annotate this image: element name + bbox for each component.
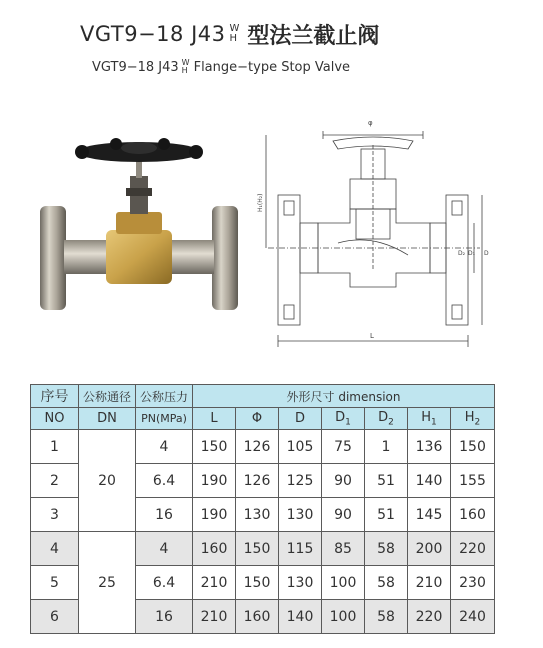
cell-phi: 126 (236, 464, 279, 498)
cell-dn: 25 (79, 532, 136, 634)
cell-L: 150 (193, 430, 236, 464)
cell-D2: 58 (365, 532, 408, 566)
subtitle-model: VGT9−18 J43 (92, 59, 179, 75)
cell-phi: 150 (236, 566, 279, 600)
cell-no: 1 (31, 430, 79, 464)
valve-technical-drawing (258, 105, 498, 355)
header-dn: DN (79, 408, 136, 430)
cell-D1: 100 (322, 566, 365, 600)
cell-D1: 90 (322, 498, 365, 532)
valve-body (106, 212, 172, 284)
drawing-label-D2: D₂ (458, 250, 466, 257)
cell-phi: 150 (236, 532, 279, 566)
cell-D2: 58 (365, 600, 408, 634)
cell-pn: 16 (136, 600, 193, 634)
drawing-label-phi: φ (368, 119, 373, 127)
cell-pn: 16 (136, 498, 193, 532)
drawing-label-H: H₁(H₂) (257, 193, 264, 212)
valve-photo (36, 130, 241, 330)
cell-H2: 150 (451, 430, 495, 464)
cell-L: 210 (193, 600, 236, 634)
cell-phi: 126 (236, 430, 279, 464)
drawing-label-L: L (370, 332, 374, 340)
cell-no: 3 (31, 498, 79, 532)
cell-D: 130 (279, 566, 322, 600)
header-no: NO (31, 408, 79, 430)
title-suffix-top: W (229, 23, 240, 34)
header-pn: PN(MPa) (136, 408, 193, 430)
pipe-left (64, 240, 110, 274)
cell-D1: 100 (322, 600, 365, 634)
table-row (31, 532, 495, 566)
cell-no: 4 (31, 532, 79, 566)
drawing-label-D1: D₁ (468, 250, 476, 257)
cell-H2: 155 (451, 464, 495, 498)
header-D1: $D_1$ (322, 408, 365, 430)
cell-pn: 4 (136, 532, 193, 566)
subtitle-suffix-stack (182, 59, 190, 75)
cell-D2: 51 (365, 498, 408, 532)
handwheel-icon (75, 138, 203, 162)
drawing-left-flange (278, 195, 300, 325)
cell-H2: 240 (451, 600, 495, 634)
cell-D2: 51 (365, 464, 408, 498)
cell-pn: 6.4 (136, 464, 193, 498)
cell-H2: 160 (451, 498, 495, 532)
cell-D: 125 (279, 464, 322, 498)
cell-D: 140 (279, 600, 322, 634)
header-pn-cn: 公称压力 (136, 385, 193, 408)
header-L: L (193, 408, 236, 430)
product-title (80, 14, 379, 54)
cell-no: 6 (31, 600, 79, 634)
left-flange (40, 206, 66, 310)
header-seq: 序号 (31, 385, 79, 408)
cell-L: 190 (193, 464, 236, 498)
subtitle-suffix-bottom: H (181, 66, 188, 75)
header-dn-cn: 公称通径 (79, 385, 136, 408)
cell-H1: 220 (408, 600, 451, 634)
cell-no: 2 (31, 464, 79, 498)
title-model: VGT9−18 J43 (80, 22, 226, 46)
cell-phi: 130 (236, 498, 279, 532)
pipe-right (166, 240, 214, 274)
cell-H1: 136 (408, 430, 451, 464)
cell-D2: 58 (365, 566, 408, 600)
cell-pn: 6.4 (136, 566, 193, 600)
cell-D: 115 (279, 532, 322, 566)
product-subtitle (92, 56, 350, 78)
title-chinese-name: 型法兰截止阀 (247, 23, 380, 49)
drawing-label-D: D (484, 250, 489, 257)
cell-H1: 210 (408, 566, 451, 600)
valve-stem (126, 156, 152, 214)
header-H1: $H_1$ (408, 408, 451, 430)
cell-D1: 85 (322, 532, 365, 566)
cell-L: 190 (193, 498, 236, 532)
cell-no: 5 (31, 566, 79, 600)
cell-pn: 4 (136, 430, 193, 464)
subtitle-suffix-top: W (181, 58, 190, 67)
cell-D: 130 (279, 498, 322, 532)
cell-D: 105 (279, 430, 322, 464)
header-D2: $D_2$ (365, 408, 408, 430)
cell-L: 160 (193, 532, 236, 566)
subtitle-english-name: Flange−type Stop Valve (193, 59, 351, 75)
drawing-right-flange (446, 195, 468, 325)
cell-L: 210 (193, 566, 236, 600)
header-phi: Φ (236, 408, 279, 430)
cell-H2: 220 (451, 532, 495, 566)
dimension-table (30, 384, 495, 634)
cell-D2: 1 (365, 430, 408, 464)
cell-D1: 90 (322, 464, 365, 498)
cell-phi: 160 (236, 600, 279, 634)
cell-D1: 75 (322, 430, 365, 464)
right-flange (212, 206, 238, 310)
header-H2: $H_2$ (451, 408, 495, 430)
cell-dn: 20 (79, 430, 136, 532)
title-suffix-bottom: H (229, 33, 238, 44)
header-D: D (279, 408, 322, 430)
cell-H1: 200 (408, 532, 451, 566)
cell-H2: 230 (451, 566, 495, 600)
title-suffix-stack (230, 24, 240, 44)
table-row (31, 430, 495, 464)
cell-H1: 145 (408, 498, 451, 532)
header-dimension: 外形尺寸 dimension (193, 385, 495, 408)
cell-H1: 140 (408, 464, 451, 498)
